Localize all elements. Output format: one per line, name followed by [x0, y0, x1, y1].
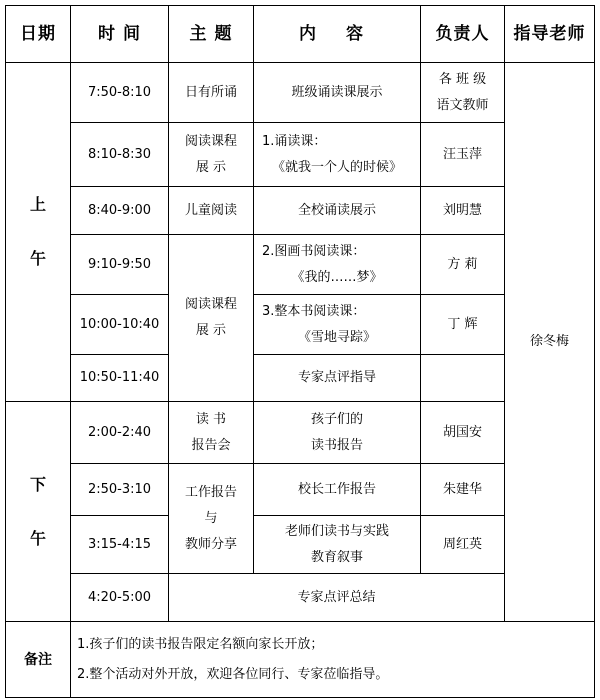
- content-cell: 校长工作报告: [254, 464, 421, 516]
- content-cell: 孩子们的 读书报告: [254, 402, 421, 464]
- header-content: 内 容: [254, 6, 421, 63]
- time-cell: 3:15-4:15: [71, 516, 169, 574]
- notes-row: [6, 622, 595, 698]
- content-cell: 1.诵读课： 《就我一个人的时候》: [254, 123, 421, 187]
- owner-cell: 朱建华: [421, 464, 505, 516]
- content-cell: 全校诵读展示: [254, 187, 421, 235]
- time-cell: 8:40-9:00: [71, 187, 169, 235]
- owner-cell: 胡国安: [421, 402, 505, 464]
- content-cell: 专家点评总结: [169, 574, 505, 622]
- advisor-cell: 徐冬梅: [505, 63, 595, 622]
- topic-cell: 日有所诵: [169, 63, 254, 123]
- owner-cell: 方 莉: [421, 235, 505, 295]
- header-owner: 负责人: [421, 6, 505, 63]
- morning-label: 上 午: [6, 63, 71, 402]
- time-cell: 8:10-8:30: [71, 123, 169, 187]
- topic-cell: 阅读课程 展 示: [169, 235, 254, 402]
- afternoon-label: 下 午: [6, 402, 71, 622]
- table-row: [6, 63, 595, 123]
- header-row: [6, 6, 595, 63]
- note-line: 2.整个活动对外开放，欢迎各位同行、专家莅临指导。: [77, 666, 389, 682]
- topic-cell: 儿童阅读: [169, 187, 254, 235]
- owner-cell: 刘明慧: [421, 187, 505, 235]
- header-topic: 主 题: [169, 6, 254, 63]
- content-cell: 2.图画书阅读课： 《我的……梦》: [254, 235, 421, 295]
- time-cell: 7:50-8:10: [71, 63, 169, 123]
- topic-cell: 读 书 报告会: [169, 402, 254, 464]
- content-cell: 老师们读书与实践 教育叙事: [254, 516, 421, 574]
- header-date: 日期: [6, 6, 71, 63]
- schedule-table: [5, 5, 595, 698]
- time-cell: 2:50-3:10: [71, 464, 169, 516]
- owner-cell: 各 班 级 语文教师: [421, 63, 505, 123]
- time-cell: 10:00-10:40: [71, 295, 169, 355]
- notes-label: 备注: [6, 622, 71, 698]
- topic-cell: 阅读课程 展 示: [169, 123, 254, 187]
- owner-cell: 丁 辉: [421, 295, 505, 355]
- header-time: 时 间: [71, 6, 169, 63]
- content-cell: 专家点评指导: [254, 355, 421, 402]
- time-cell: 10:50-11:40: [71, 355, 169, 402]
- time-cell: 4:20-5:00: [71, 574, 169, 622]
- content-cell: 班级诵读课展示: [254, 63, 421, 123]
- topic-cell: 工作报告 与 教师分享: [169, 464, 254, 574]
- header-advisor: 指导老师: [505, 6, 595, 63]
- time-cell: 2:00-2:40: [71, 402, 169, 464]
- note-line: 1.孩子们的读书报告限定名额向家长开放；: [77, 636, 324, 652]
- owner-cell: 周红英: [421, 516, 505, 574]
- content-cell: 3.整本书阅读课： 《雪地寻踪》: [254, 295, 421, 355]
- time-cell: 9:10-9:50: [71, 235, 169, 295]
- notes-content: [71, 622, 595, 698]
- owner-cell: 汪玉萍: [421, 123, 505, 187]
- owner-cell: [421, 355, 505, 402]
